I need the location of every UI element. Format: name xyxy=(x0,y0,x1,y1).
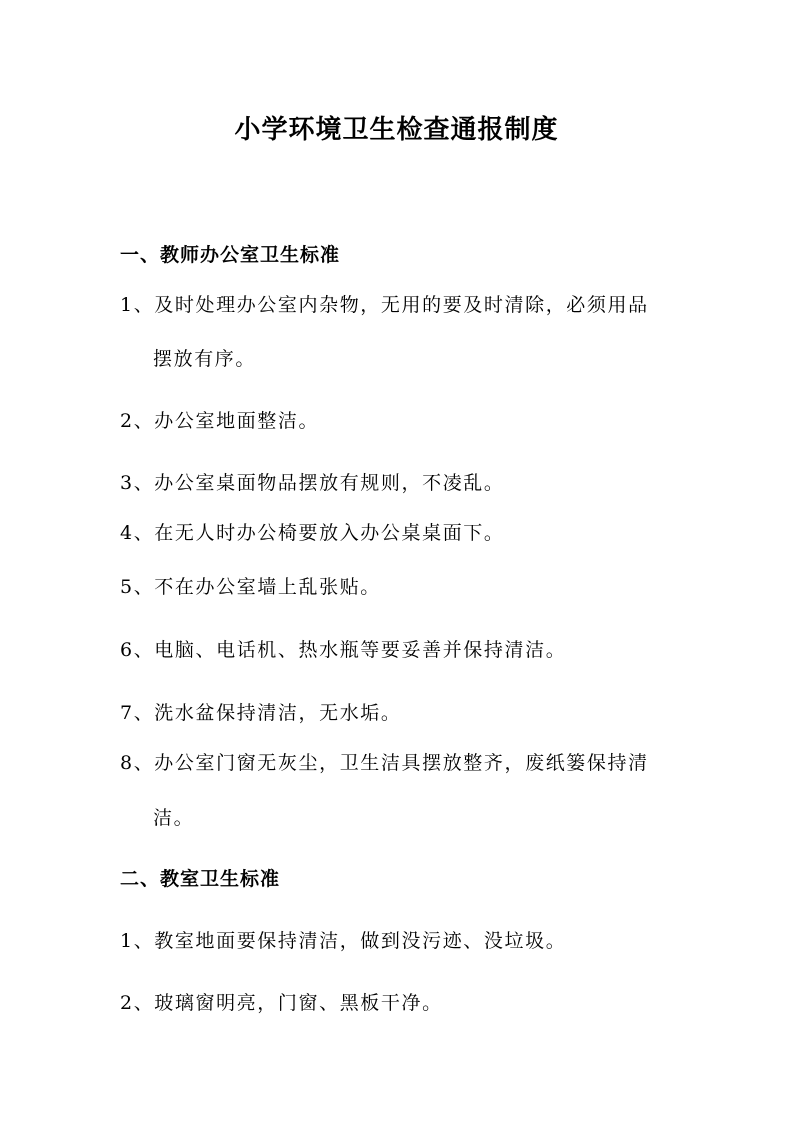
list-item: 7、洗水盆保持清洁，无水垢。 xyxy=(120,702,402,724)
list-item: 5、不在办公室墙上乱张贴。 xyxy=(120,576,381,598)
list-item: 2、玻璃窗明亮，门窗、黑板干净。 xyxy=(120,992,443,1014)
section-heading-teacher-office: 一、教师办公室卫生标准 xyxy=(120,244,341,266)
document-title: 小学环境卫生检查通报制度 xyxy=(234,115,559,145)
section-heading-classroom: 二、教室卫生标准 xyxy=(120,868,281,890)
list-item: 1、及时处理办公室内杂物，无用的要及时清除，必须用品 xyxy=(120,294,649,316)
list-item-continuation: 洁。 xyxy=(153,807,195,829)
list-item: 4、在无人时办公椅要放入办公桌桌面下。 xyxy=(120,522,505,544)
list-item: 8、办公室门窗无灰尘，卫生洁具摆放整齐，废纸篓保持清 xyxy=(120,752,649,774)
list-item: 1、教室地面要保持清洁，做到没污迹、没垃圾。 xyxy=(120,930,567,952)
list-item: 6、电脑、电话机、热水瓶等要妥善并保持清洁。 xyxy=(120,639,567,661)
list-item-continuation: 摆放有序。 xyxy=(153,348,257,370)
list-item: 3、办公室桌面物品摆放有规则，不凌乱。 xyxy=(120,472,505,494)
list-item: 2、办公室地面整洁。 xyxy=(120,410,320,432)
